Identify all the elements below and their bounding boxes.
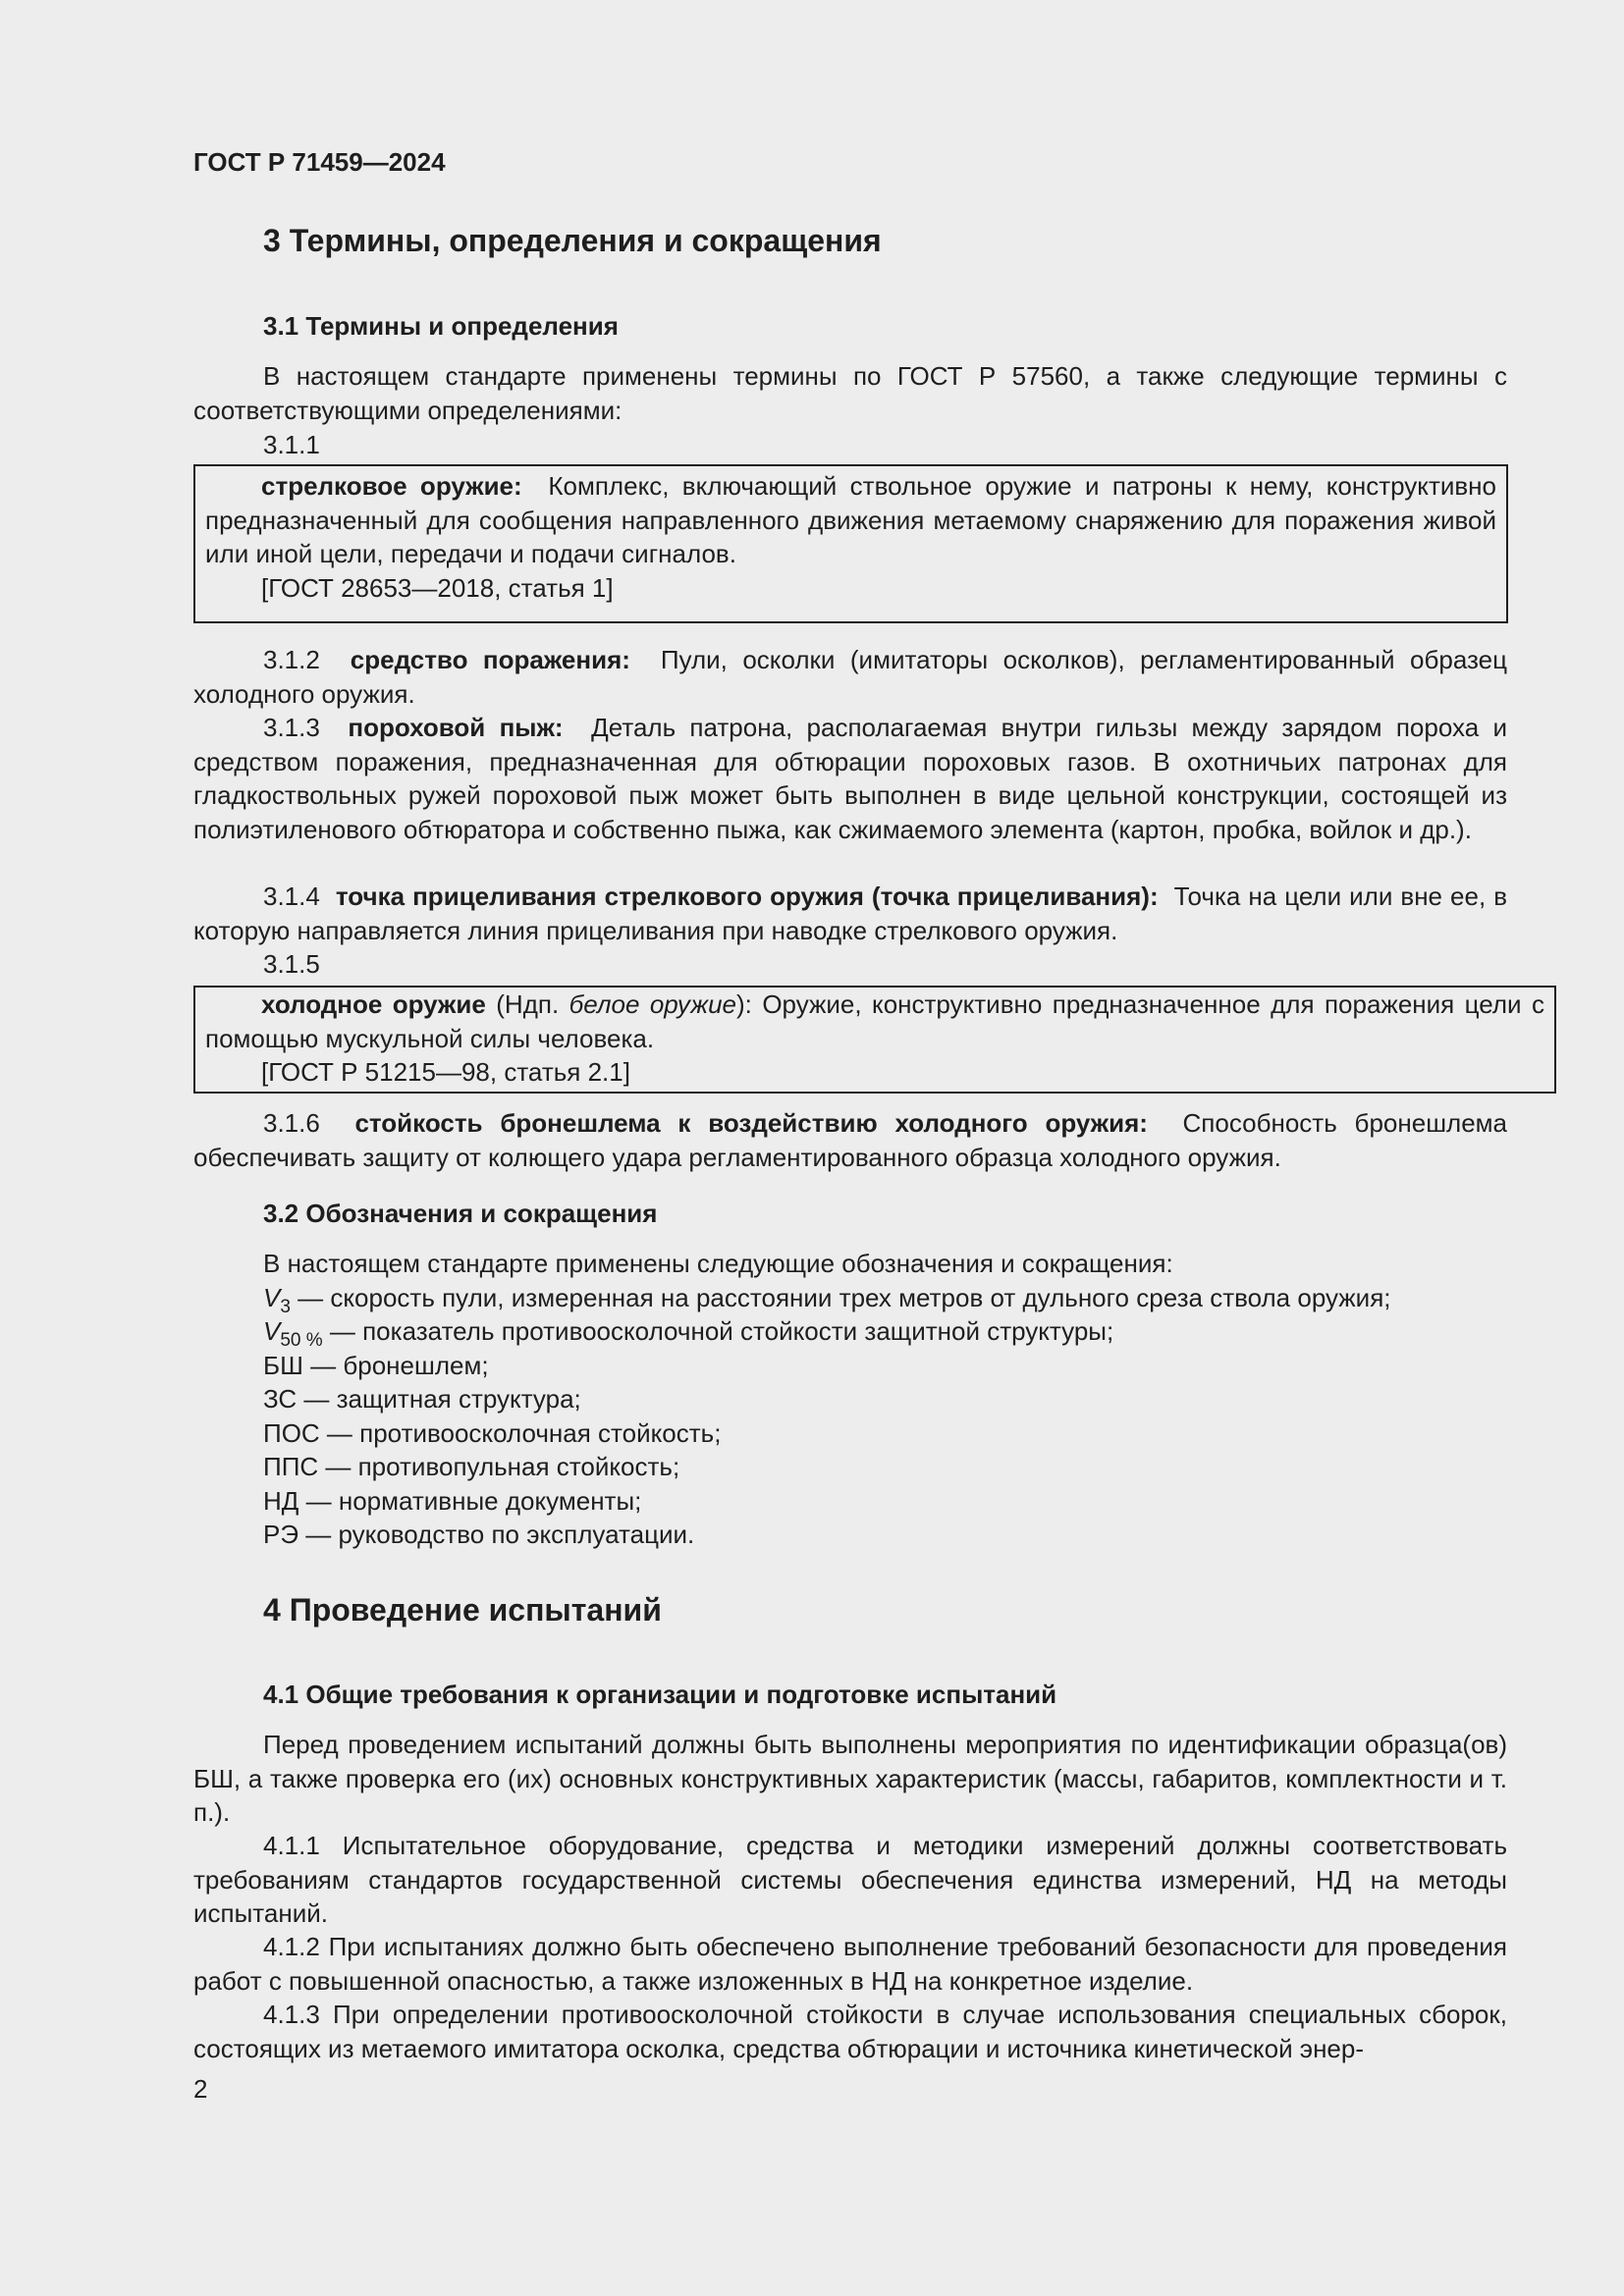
term-3-1-1-definition bbox=[205, 466, 1496, 571]
abbr-v3-text: — скорость пули, измеренная на расстоянии трех метров от дульного среза ствола оружия; bbox=[290, 1282, 1391, 1312]
term-3-1-3-term: пороховой пыж: bbox=[348, 713, 564, 742]
abbr-v3-subscript: 3 bbox=[280, 1296, 291, 1317]
term-3-1-1-text: Комплекс, включающий ствольное оружие и патроны к нему, конструктивно предназначенный для сообщения направленного движения метаемому снаряжению для поражения живой или иной цели, передачи и подачи сигналов. bbox=[205, 471, 1497, 568]
term-3-1-1-reference: [ГОСТ 28653—2018, статья 1] bbox=[261, 572, 614, 603]
term-3-1-6-number: 3.1.6 bbox=[263, 1108, 320, 1138]
term-3-1-3 bbox=[193, 711, 1507, 846]
term-3-1-2-term: средство поражения: bbox=[350, 645, 630, 674]
abbr-item: ЗС — защитная структура; bbox=[263, 1384, 581, 1414]
term-3-1-5-box bbox=[193, 986, 1556, 1094]
abbr-item: ПОС — противоосколочная стойкость; bbox=[263, 1417, 722, 1448]
term-3-1-6 bbox=[193, 1106, 1507, 1174]
subsection-3-1-title: 3.1 Термины и определения bbox=[263, 311, 619, 341]
term-3-1-6-text: Способность бронешлема обеспечивать защиту от колющего удара регламентированного образца холодного оружия. bbox=[193, 1108, 1508, 1172]
term-3-1-4-term: точка прицеливания стрелкового оружия (точка прицеливания): bbox=[335, 881, 1159, 911]
term-3-1-5-text: Оружие, конструктивно предназначенное для поражения цели с помощью мускульной силы человека. bbox=[205, 989, 1544, 1053]
term-3-1-5-reference: [ГОСТ Р 51215—98, статья 2.1] bbox=[261, 1057, 630, 1087]
term-3-1-2 bbox=[193, 643, 1507, 711]
section-4-title: 4 Проведение испытаний bbox=[263, 1592, 662, 1628]
subsection-4-1-title: 4.1 Общие требования к организации и подготовке испытаний bbox=[263, 1680, 1057, 1709]
abbr-v50-subscript: 50 % bbox=[280, 1330, 323, 1351]
abbr-item: ППС — противопульная стойкость; bbox=[263, 1452, 680, 1481]
abbr-item: РЭ — руководство по эксплуатации. bbox=[263, 1520, 695, 1549]
term-3-1-1-term: стрелковое оружие: bbox=[261, 471, 522, 501]
abbreviations-list bbox=[263, 1247, 1391, 1552]
term-3-1-1-number: 3.1.1 bbox=[263, 430, 320, 459]
term-3-1-5-paren-open: (Ндп. bbox=[496, 989, 569, 1019]
term-3-1-4-number: 3.1.4 bbox=[263, 881, 320, 911]
section-3-title: 3 Термины, определения и сокращения bbox=[263, 223, 882, 258]
term-3-1-1-box bbox=[193, 464, 1508, 623]
section-3-1-intro: В настоящем стандарте применены термины по ГОСТ Р 57560, а также следующие термины с соответствующими определениями: bbox=[193, 361, 1507, 425]
abbr-v3 bbox=[263, 1281, 1391, 1315]
abbr-v3-symbol: V bbox=[263, 1282, 281, 1312]
abbr-v50 bbox=[263, 1314, 1391, 1349]
term-3-1-5-term: холодное оружие bbox=[261, 989, 486, 1019]
section-4-1-paragraph: Перед проведением испытаний должны быть выполнены мероприятия по идентификации образца(ов) БШ, а также проверка его (их) основных конструктивных характеристик (массы, габаритов, комплектности и т. п.). bbox=[193, 1730, 1507, 1827]
term-3-1-6-term: стойкость бронешлема к воздействию холодного оружия: bbox=[354, 1108, 1148, 1138]
term-3-1-5-paren-close: ): bbox=[736, 989, 752, 1019]
term-3-1-4 bbox=[193, 880, 1507, 947]
term-3-1-5-number: 3.1.5 bbox=[263, 949, 320, 979]
abbr-v50-symbol: V bbox=[263, 1316, 281, 1346]
term-3-1-2-text: Пули, осколки (имитаторы осколков), регламентированный образец холодного оружия. bbox=[193, 645, 1507, 709]
term-3-1-2-number: 3.1.2 bbox=[263, 645, 320, 674]
term-3-1-3-number: 3.1.3 bbox=[263, 713, 320, 742]
term-3-1-3-text: Деталь патрона, располагаемая внутри гильзы между зарядом пороха и средством поражения, предназначенная для обтюрации пороховых газов. В охотничьих патронах для гладкоствольных ружей пороховой пыж может быть выполнен в виде цельной конструкции, состоящей из полиэтиленового обтюратора и собственно пыжа, как сжимаемого элемента (картон, пробка, войлок и др.). bbox=[193, 713, 1507, 844]
abbr-item: НД — нормативные документы; bbox=[263, 1485, 642, 1516]
page-number: 2 bbox=[193, 2074, 208, 2104]
document-code-header: ГОСТ Р 71459—2024 bbox=[193, 147, 446, 177]
abbr-item: БШ — бронешлем; bbox=[263, 1350, 489, 1380]
clause-4-1-1: 4.1.1 Испытательное оборудование, средства и методики измерений должны соответствовать требованиям стандартов государственной системы обеспечения единства измерений, НД на методы испытаний. bbox=[193, 1831, 1507, 1928]
subsection-3-2-title: 3.2 Обозначения и сокращения bbox=[263, 1199, 658, 1228]
term-3-1-5-deprecated: белое оружие bbox=[568, 989, 736, 1019]
abbr-v50-text: — показатель противоосколочной стойкости защитной структуры; bbox=[322, 1316, 1114, 1346]
clause-4-1-2: 4.1.2 При испытаниях должно быть обеспечено выполнение требований безопасности для проведения работ с повышенной опасностью, а также изложенных в НД на конкретное изделие. bbox=[193, 1932, 1507, 1996]
abbreviations-intro: В настоящем стандарте применены следующие обозначения и сокращения: bbox=[263, 1249, 1173, 1278]
term-3-1-5-definition bbox=[205, 988, 1544, 1055]
clause-4-1-3: 4.1.3 При определении противоосколочной стойкости в случае использования специальных сборок, состоящих из метаемого имитатора осколка, средства обтюрации и источника кинетической энер- bbox=[193, 2000, 1507, 2063]
term-3-1-4-text: Точка на цели или вне ее, в которую направляется линия прицеливания при наводке стрелкового оружия. bbox=[193, 881, 1508, 945]
